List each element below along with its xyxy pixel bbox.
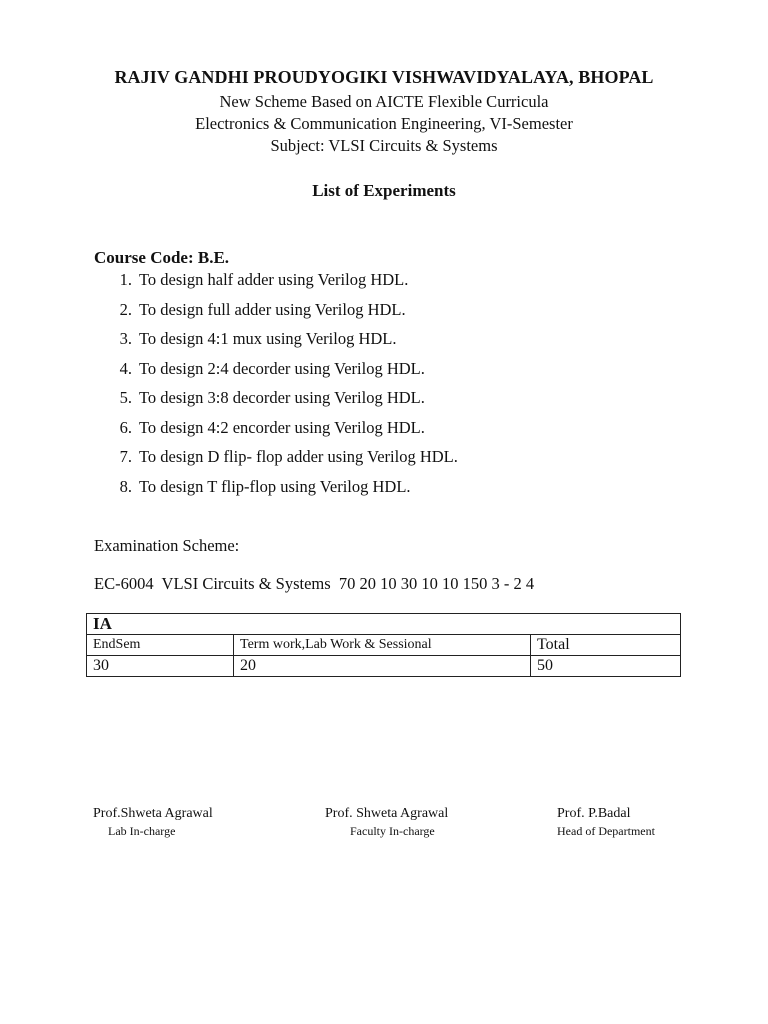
table-header-row [87,635,681,656]
experiment-number: 2. [119,299,132,319]
experiment-text: To design D flip- flop adder using Verilog HDL. [139,447,458,466]
experiment-number: 7. [119,447,132,466]
signature-faculty-incharge [325,806,448,839]
experiment-number: 4. [119,358,132,378]
exam-scheme-line: EC-6004 VLSI Circuits & Systems 70 20 10 30 10 10 150 3 - 2 4 [94,574,535,593]
table-cell: 20 [234,656,531,677]
branch-line: Electronics & Communication Engineering, VI-Semester [195,114,573,133]
signature-lab-incharge [93,806,213,839]
table-header-cell: Term work,Lab Work & Sessional [234,635,531,656]
experiment-number: 6. [119,417,132,437]
experiment-number: 1. [119,270,132,289]
signature-role: Lab In-charge [108,824,176,838]
experiment-text: To design 2:4 decorder using Verilog HDL. [139,358,425,378]
table-title-row [87,614,681,635]
table-title: IA [87,614,681,635]
signature-head-of-department [557,806,655,839]
signature-name: Prof.Shweta Agrawal [93,806,213,821]
experiment-text: To design 4:1 mux using Verilog HDL. [139,329,397,348]
subject-line: Subject: VLSI Circuits & Systems [270,136,498,155]
experiment-text: To design full adder using Verilog HDL. [139,299,406,319]
marks-table [86,613,681,677]
table-cell: 30 [87,656,234,677]
signature-name: Prof. P.Badal [557,806,631,821]
experiment-text: To design half adder using Verilog HDL. [139,270,409,289]
experiment-number: 8. [119,476,132,496]
experiment-text: To design 3:8 decorder using Verilog HDL. [139,388,425,407]
course-code: Course Code: B.E. [94,248,230,267]
table-header-cell: Total [531,635,681,656]
scheme-line: New Scheme Based on AICTE Flexible Curricula [219,92,549,111]
exam-scheme-heading: Examination Scheme: [94,536,240,555]
table-header-cell: EndSem [87,635,234,656]
university-title: RAJIV GANDHI PROUDYOGIKI VISHWAVIDYALAYA, BHOPAL [114,67,654,87]
list-title: List of Experiments [312,181,456,200]
experiment-number: 5. [119,388,132,407]
table-cell: 50 [531,656,681,677]
experiment-text: To design 4:2 encorder using Verilog HDL. [139,417,425,437]
signature-name: Prof. Shweta Agrawal [325,806,449,821]
experiment-number: 3. [119,329,132,348]
experiment-text: To design T flip-flop using Verilog HDL. [139,476,411,496]
table-row [87,656,681,677]
signature-role: Faculty In-charge [350,824,435,838]
signature-role: Head of Department [557,824,655,838]
